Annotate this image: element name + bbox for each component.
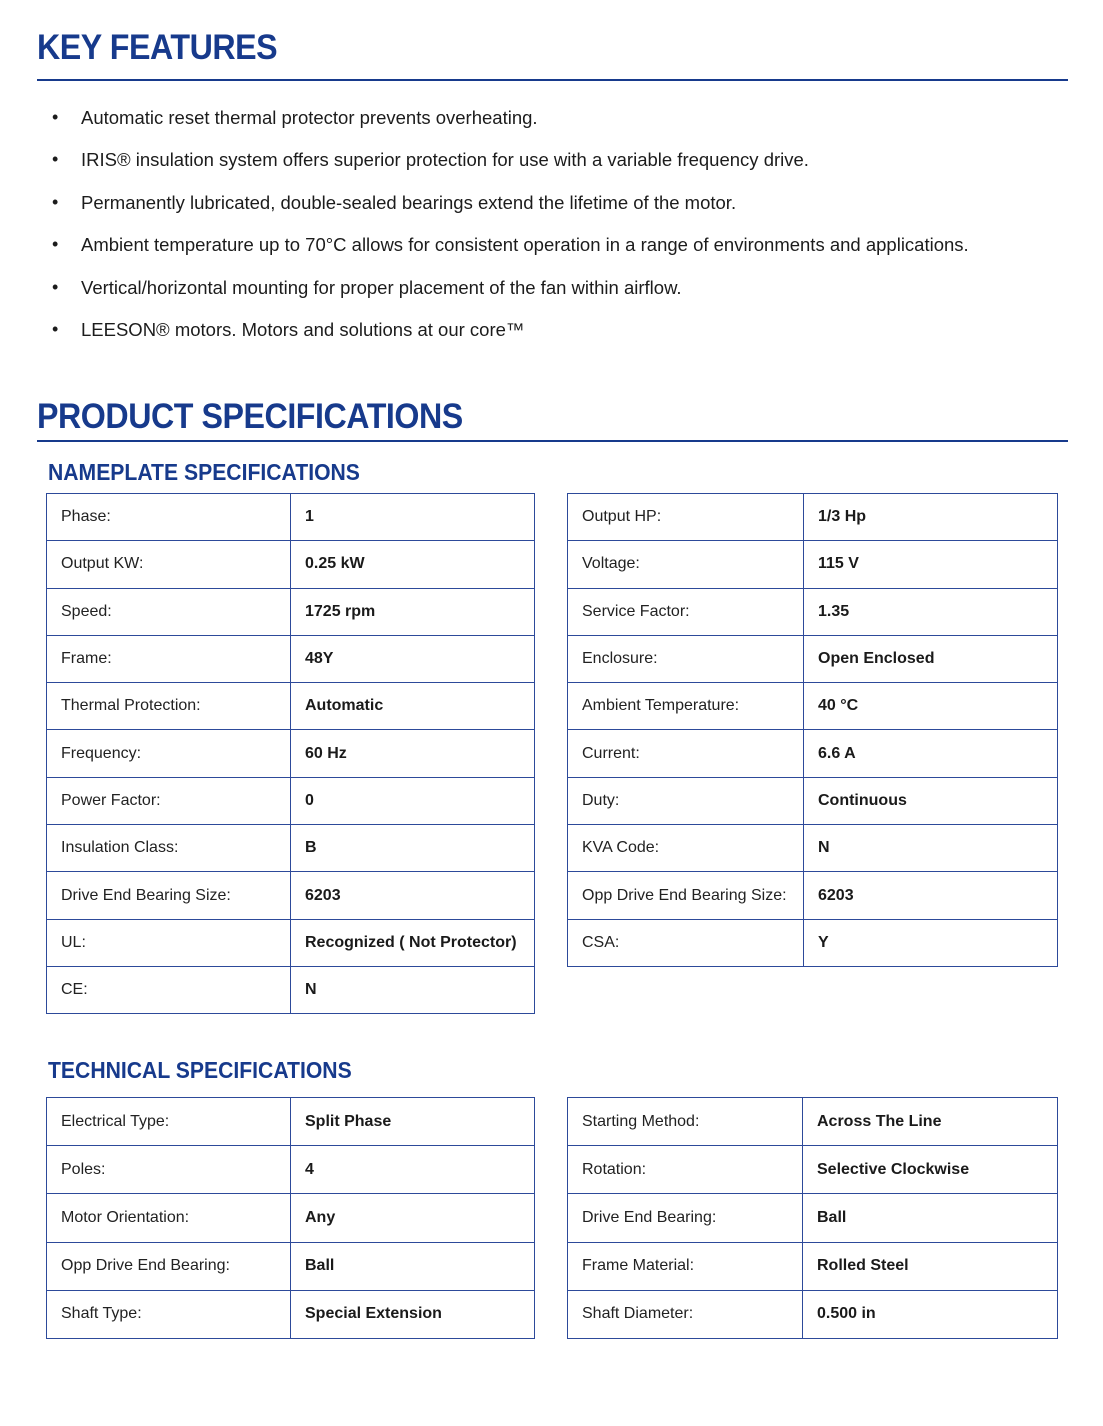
table-row [568, 683, 1058, 730]
spec-label: Opp Drive End Bearing Size: [568, 872, 804, 919]
table-row [568, 1194, 1058, 1242]
table-row [568, 1290, 1058, 1338]
bullet-icon: • [52, 318, 59, 339]
spec-label: CE: [47, 966, 291, 1013]
spec-label: Power Factor: [47, 777, 291, 824]
bullet-icon: • [52, 191, 59, 212]
spec-label: Drive End Bearing: [568, 1194, 803, 1242]
spec-value: N [291, 966, 535, 1013]
bullet-icon: • [52, 234, 59, 255]
list-item [52, 277, 969, 319]
spec-value: Continuous [804, 777, 1058, 824]
feature-text: Automatic reset thermal protector prevents overheating. [81, 107, 538, 128]
technical-specs-title: TECHNICAL SPECIFICATIONS [48, 1057, 352, 1083]
table-row [568, 777, 1058, 824]
list-item [52, 107, 969, 149]
spec-label: Motor Orientation: [47, 1194, 291, 1242]
feature-text: Ambient temperature up to 70°C allows for consistent operation in a range of environments and applications. [81, 234, 969, 256]
bullet-icon: • [52, 149, 59, 170]
table-row [47, 683, 535, 730]
spec-label: Frame: [47, 635, 291, 682]
spec-value: Recognized ( Not Protector) [291, 919, 535, 966]
table-row [47, 1290, 535, 1338]
spec-label: Insulation Class: [47, 825, 291, 872]
spec-label: Opp Drive End Bearing: [47, 1242, 291, 1290]
feature-text: LEESON® motors. Motors and solutions at our core™ [81, 318, 525, 340]
spec-value: 6203 [291, 872, 535, 919]
table-row [47, 541, 535, 588]
table-row [568, 1242, 1058, 1290]
spec-value: 6203 [804, 872, 1058, 919]
spec-label: UL: [47, 919, 291, 966]
table-row [568, 730, 1058, 777]
spec-value: 60 Hz [291, 730, 535, 777]
spec-value: 1 [291, 494, 535, 541]
spec-value: 1725 rpm [291, 588, 535, 635]
key-features-rule [37, 79, 1068, 81]
spec-label: Electrical Type: [47, 1098, 291, 1146]
spec-label: Speed: [47, 588, 291, 635]
spec-label: Current: [568, 730, 804, 777]
spec-value: Any [291, 1194, 535, 1242]
spec-value: N [804, 825, 1058, 872]
spec-value: Ball [803, 1194, 1058, 1242]
spec-label: Shaft Type: [47, 1290, 291, 1338]
spec-label: Poles: [47, 1146, 291, 1194]
spec-value: 4 [291, 1146, 535, 1194]
spec-label: Drive End Bearing Size: [47, 872, 291, 919]
spec-label: Frequency: [47, 730, 291, 777]
table-row [47, 730, 535, 777]
bullet-icon: • [52, 276, 59, 297]
table-row [568, 635, 1058, 682]
table-row [568, 919, 1058, 966]
feature-text: Vertical/horizontal mounting for proper placement of the fan within airflow. [81, 276, 682, 298]
spec-label: Thermal Protection: [47, 683, 291, 730]
list-item [52, 192, 969, 234]
table-row [47, 635, 535, 682]
spec-value: 0.500 in [803, 1290, 1058, 1338]
spec-value: Y [804, 919, 1058, 966]
feature-text: IRIS® insulation system offers superior protection for use with a variable frequency drive. [81, 149, 809, 171]
spec-label: KVA Code: [568, 825, 804, 872]
technical-specs-table-left [46, 1097, 535, 1339]
table-row [47, 777, 535, 824]
key-features-list [52, 107, 969, 361]
list-item [52, 234, 969, 276]
table-row [47, 588, 535, 635]
spec-value: B [291, 825, 535, 872]
spec-label: Frame Material: [568, 1242, 803, 1290]
spec-value: Selective Clockwise [803, 1146, 1058, 1194]
table-row [47, 1242, 535, 1290]
spec-label: Service Factor: [568, 588, 804, 635]
spec-value: Across The Line [803, 1098, 1058, 1146]
spec-label: Output KW: [47, 541, 291, 588]
spec-value: 6.6 A [804, 730, 1058, 777]
spec-value: Split Phase [291, 1098, 535, 1146]
table-row [47, 966, 535, 1013]
table-row [47, 1146, 535, 1194]
spec-value: 0 [291, 777, 535, 824]
spec-value: 48Y [291, 635, 535, 682]
table-row [47, 494, 535, 541]
table-row [568, 1146, 1058, 1194]
spec-label: Rotation: [568, 1146, 803, 1194]
nameplate-specs-title: NAMEPLATE SPECIFICATIONS [48, 459, 360, 485]
table-row [47, 919, 535, 966]
spec-label: Starting Method: [568, 1098, 803, 1146]
spec-value: Ball [291, 1242, 535, 1290]
nameplate-specs-table-left [46, 493, 535, 1014]
product-specs-rule [37, 440, 1068, 442]
spec-label: CSA: [568, 919, 804, 966]
spec-value: 0.25 kW [291, 541, 535, 588]
spec-label: Ambient Temperature: [568, 683, 804, 730]
list-item [52, 149, 969, 191]
spec-value: 1/3 Hp [804, 494, 1058, 541]
bullet-icon: • [52, 107, 59, 127]
table-row [568, 588, 1058, 635]
spec-value: 1.35 [804, 588, 1058, 635]
spec-value: Automatic [291, 683, 535, 730]
table-row [47, 1194, 535, 1242]
spec-label: Shaft Diameter: [568, 1290, 803, 1338]
spec-label: Output HP: [568, 494, 804, 541]
table-row [47, 1098, 535, 1146]
feature-text: Permanently lubricated, double-sealed bearings extend the lifetime of the motor. [81, 191, 737, 213]
list-item [52, 319, 969, 361]
technical-specs-table-right [567, 1097, 1058, 1339]
spec-value: Special Extension [291, 1290, 535, 1338]
table-row [568, 541, 1058, 588]
spec-value: Open Enclosed [804, 635, 1058, 682]
product-specs-title: PRODUCT SPECIFICATIONS [37, 397, 463, 436]
table-row [568, 1098, 1058, 1146]
spec-value: Rolled Steel [803, 1242, 1058, 1290]
spec-value: 115 V [804, 541, 1058, 588]
nameplate-specs-table-right [567, 493, 1058, 967]
key-features-title: KEY FEATURES [37, 28, 278, 67]
spec-label: Phase: [47, 494, 291, 541]
table-row [568, 825, 1058, 872]
spec-label: Enclosure: [568, 635, 804, 682]
table-row [47, 825, 535, 872]
spec-value: 40 °C [804, 683, 1058, 730]
spec-label: Duty: [568, 777, 804, 824]
spec-label: Voltage: [568, 541, 804, 588]
table-row [568, 872, 1058, 919]
table-row [568, 494, 1058, 541]
table-row [47, 872, 535, 919]
